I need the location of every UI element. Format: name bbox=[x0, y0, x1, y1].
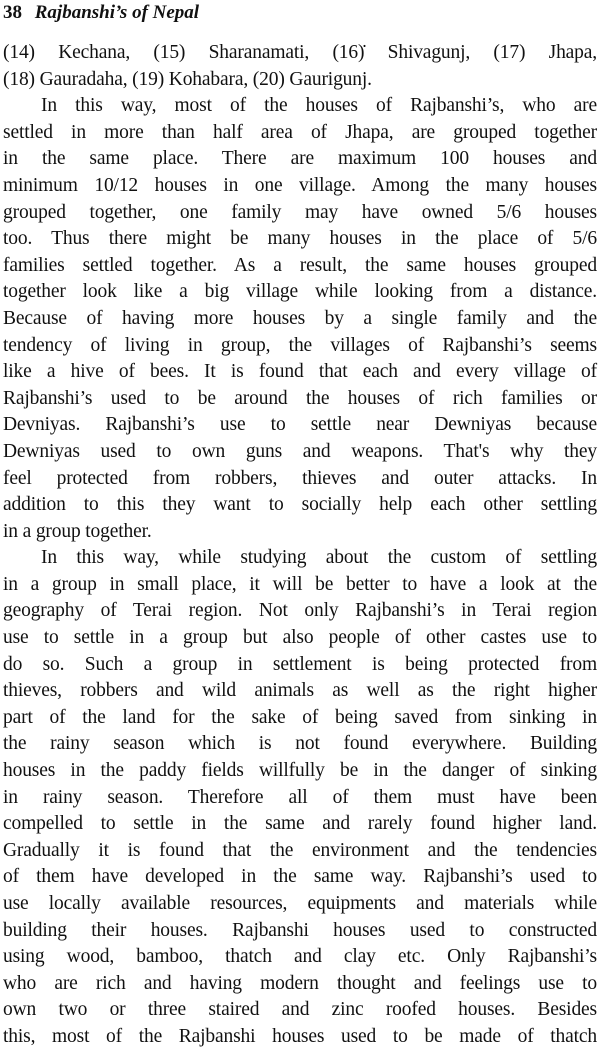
text-line: of them have developed in the same way. Rajbanshi’s used to bbox=[3, 866, 597, 888]
text-line: addition to this they want to socially help each other settling bbox=[3, 494, 597, 516]
text-line: Rajbanshi’s used to be around the houses of rich families or bbox=[3, 387, 597, 409]
text-line: this, most of the Rajbanshi houses used to be made of thatch bbox=[3, 1025, 597, 1047]
text-line: use locally available resources, equipments and materials while bbox=[3, 893, 597, 914]
text-line: (18) Gauradaha, (19) Kohabara, (20) Gaurigunj. bbox=[3, 68, 372, 90]
text-line: feel protected from robbers, thieves and outer attacks. In bbox=[3, 467, 597, 489]
running-title: Rajbanshi’s of Nepal bbox=[34, 2, 200, 23]
body-text bbox=[3, 40, 597, 1051]
text-line: (14) Kechana, (15) Sharanamati, (16)̇ Shivagunj, (17) Jhapa, bbox=[3, 42, 597, 63]
running-head bbox=[3, 0, 199, 26]
text-line: families settled together. As a result, the same houses grouped bbox=[3, 254, 597, 276]
text-line: thieves, robbers and wild animals as well as the right higher bbox=[3, 680, 597, 702]
text-line: part of the land for the sake of being saved from sinking in bbox=[3, 706, 597, 728]
text-line: settled in more than half area of Jhapa, are grouped together bbox=[3, 121, 597, 143]
text-line: geography of Terai region. Not only Rajbanshi’s in Terai region bbox=[3, 600, 597, 622]
text-line: compelled to settle in the same and rarely found higher land. bbox=[3, 813, 597, 835]
paragraph-first-line: In this way, while studying about the custom of settling bbox=[41, 547, 597, 569]
text-line: in the same place. There are maximum 100 houses and bbox=[3, 148, 597, 170]
text-line: in a group in small place, it will be better to have a look at the bbox=[3, 573, 597, 595]
text-line: who are rich and having modern thought and feelings use to bbox=[3, 972, 597, 994]
text-line: in a group together. bbox=[3, 520, 152, 542]
text-line: tendency of living in group, the villages of Rajbanshi’s seems bbox=[3, 334, 597, 356]
text-line: houses in the paddy fields willfully be in the danger of sinking bbox=[3, 760, 597, 782]
text-line: in rainy season. Therefore all of them must have been bbox=[3, 786, 597, 808]
text-line: like a hive of bees. It is found that each and every village of bbox=[3, 361, 597, 383]
text-line: grouped together, one family may have owned 5/6 houses bbox=[3, 201, 597, 223]
page-number: 38 bbox=[3, 2, 22, 23]
text-line: using wood, bamboo, thatch and clay etc. Only Rajbanshi’s bbox=[3, 946, 597, 968]
text-line: together look like a big village while looking from a distance. bbox=[3, 281, 597, 303]
text-line: own two or three staired and zinc roofed houses. Besides bbox=[3, 999, 597, 1021]
text-line: use to settle in a group but also people of other castes use to bbox=[3, 627, 597, 649]
text-line: Devniyas. Rajbanshi’s use to settle near Dewniyas because bbox=[3, 414, 597, 436]
paragraph-first-line: In this way, most of the houses of Rajbanshi’s, who are bbox=[41, 95, 597, 117]
text-line: Because of having more houses by a single family and the bbox=[3, 307, 597, 329]
text-line: building their houses. Rajbanshi houses used to constructed bbox=[3, 919, 597, 941]
text-line: minimum 10/12 houses in one village. Among the many houses bbox=[3, 174, 597, 196]
text-line: Dewniyas used to own guns and weapons. That's why they bbox=[3, 440, 597, 462]
text-line: Gradually it is found that the environment and the tendencies bbox=[3, 839, 597, 861]
text-line: do so. Such a group in settlement is being protected from bbox=[3, 653, 597, 675]
text-line: too. Thus there might be many houses in the place of 5/6 bbox=[3, 228, 597, 250]
text-line: the rainy season which is not found everywhere. Building bbox=[3, 733, 597, 755]
